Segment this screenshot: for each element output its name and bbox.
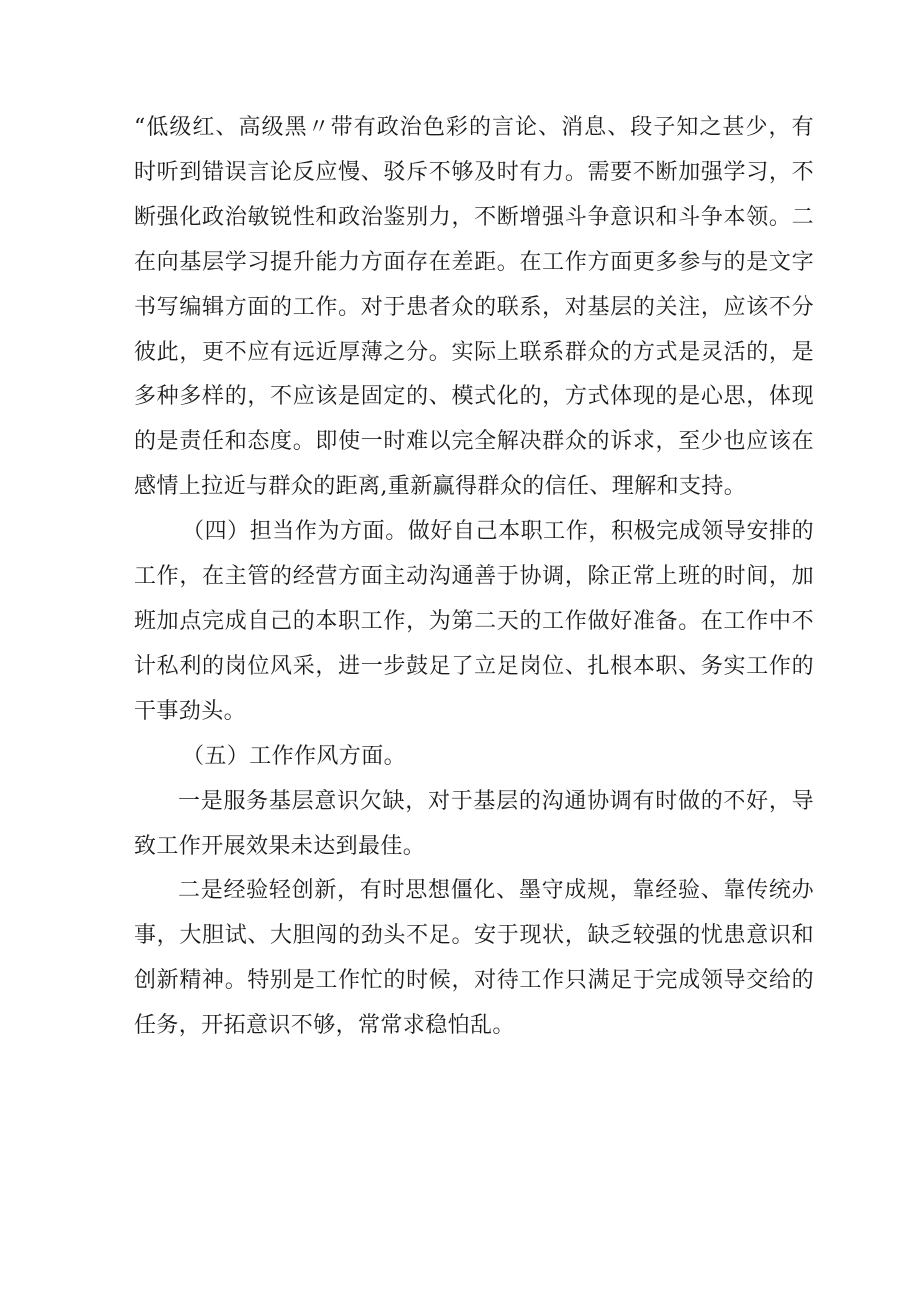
document-page [134, 106, 814, 1049]
paragraph-section-four: （四）担当作为方面。做好自己本职工作，积极完成领导安排的工作，在主管的经营方面主动沟通善于协调，除正常上班的时间，加班加点完成自己的本职工作，为第二天的工作做好准备。在工作中不计私利的岗位风采，进一步鼓足了立足岗位、扎根本职、务实工作的干事劲头。 [134, 519, 814, 724]
paragraph-continuation: “低级红、高级黑〃带有政治色彩的言论、消息、段子知之甚少，有时听到错误言论反应慢、驳斥不够及时有力。需要不断加强学习，不断强化政治敏锐性和政治鉴别力，不断增强斗争意识和斗争本领。二在向基层学习提升能力方面存在差距。在工作方面更多参与的是文字书写编辑方面的工作。对于患者众的联系，对基层的关注，应该不分彼此，更不应有远近厚薄之分。实际上联系群众的方式是灵活的，是多种多样的，不应该是固定的、模式化的，方式体现的是心思，体现的是责任和态度。即使一时难以完全解决群众的诉求，至少也应该在感情上拉近与群众的距离,重新赢得群众的信任、理解和支持。 [134, 115, 814, 500]
paragraph-point-two: 二是经验轻创新，有时思想僵化、墨守成规，靠经验、靠传统办事，大胆试、大胆闯的劲头不足。安于现状，缺乏较强的忧患意识和创新精神。特别是工作忙的时候，对待工作只满足于完成领导交给的任务，开拓意识不够，常常求稳怕乱。 [134, 878, 814, 1039]
section-five-heading: （五）工作作风方面。 [182, 743, 407, 769]
paragraph-point-one: 一是服务基层意识欠缺，对于基层的沟通协调有时做的不好，导致工作开展效果未达到最佳。 [134, 788, 814, 859]
